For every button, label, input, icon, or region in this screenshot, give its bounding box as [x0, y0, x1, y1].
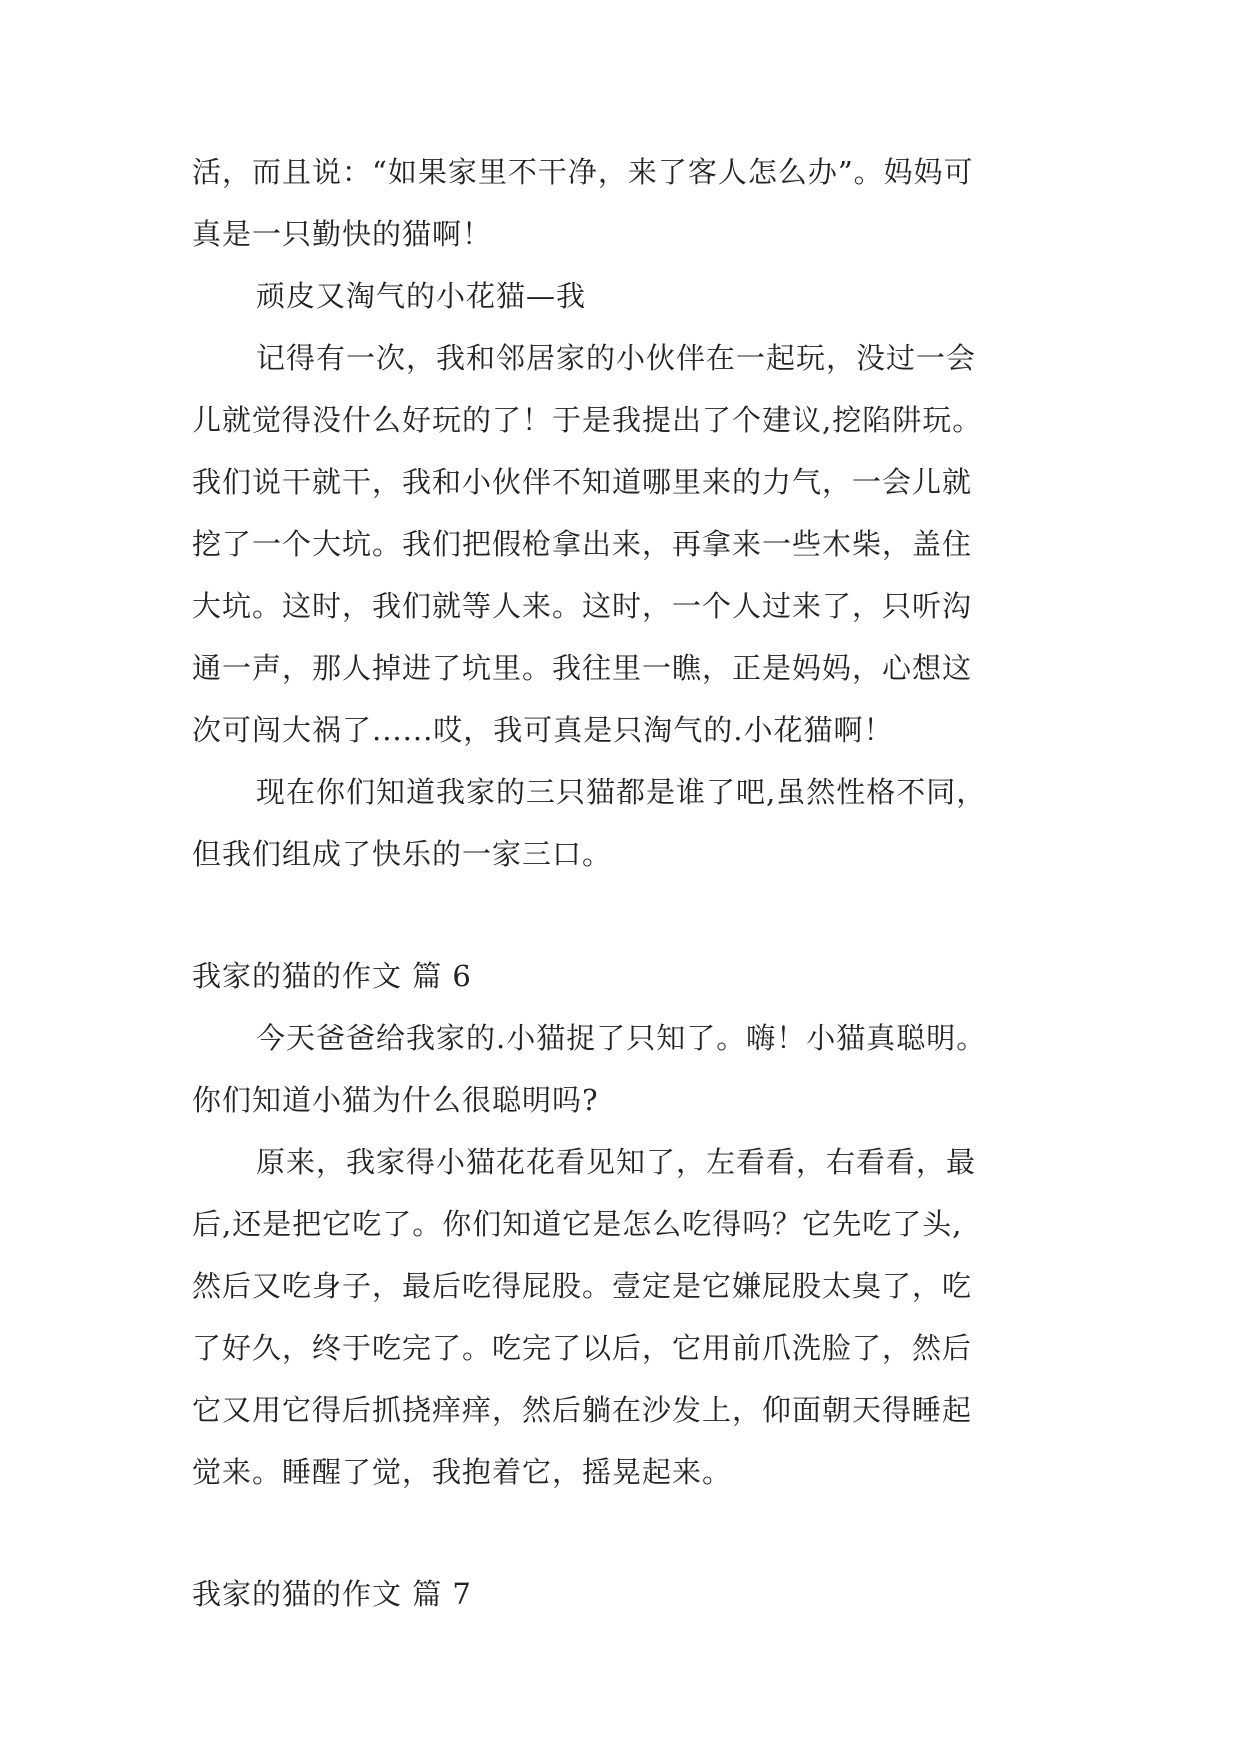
section-heading: 我家的猫的作文 篇 7	[192, 1577, 472, 1611]
paragraph-line: 现在你们知道我家的三只猫都是谁了吧,虽然性格不同，	[256, 775, 987, 809]
paragraph-line: 今天爸爸给我家的.小猫捉了只知了。嗨！小猫真聪明。	[256, 1021, 987, 1055]
paragraph-line: 但我们组成了快乐的一家三口。	[192, 837, 613, 871]
paragraph-line: 次可闯大祸了......哎，我可真是只淘气的.小花猫啊！	[192, 713, 894, 747]
paragraph-line: 我们说干就干，我和小伙伴不知道哪里来的力气，一会儿就	[192, 465, 973, 499]
paragraph-line: 记得有一次，我和邻居家的小伙伴在一起玩，没过一会	[256, 341, 977, 375]
paragraph-line: 觉来。睡醒了觉，我抱着它，摇晃起来。	[192, 1455, 733, 1489]
paragraph-line: 了好久，终于吃完了。吃完了以后，它用前爪洗脸了，然后	[192, 1331, 973, 1365]
paragraph-line: 大坑。这时，我们就等人来。这时，一个人过来了，只听沟	[192, 589, 973, 623]
paragraph-line: 然后又吃身子，最后吃得屁股。壹定是它嫌屁股太臭了，吃	[192, 1269, 973, 1303]
paragraph-line: 挖了一个大坑。我们把假枪拿出来，再拿来一些木柴，盖住	[192, 527, 973, 561]
paragraph-line: 真是一只勤快的猫啊！	[192, 217, 493, 251]
paragraph-line: 活，而且说：“如果家里不干净，来了客人怎么办”。妈妈可	[192, 155, 974, 189]
paragraph-line: 它又用它得后抓挠痒痒，然后躺在沙发上，仰面朝天得睡起	[192, 1393, 973, 1427]
paragraph-line: 儿就觉得没什么好玩的了！于是我提出了个建议,挖陷阱玩。	[192, 403, 983, 437]
paragraph-line: 通一声，那人掉进了坑里。我往里一瞧，正是妈妈，心想这	[192, 651, 973, 685]
paragraph-line: 原来，我家得小猫花花看见知了，左看看，右看看，最	[256, 1145, 977, 1179]
section-heading: 我家的猫的作文 篇 6	[192, 959, 472, 993]
paragraph-line: 你们知道小猫为什么很聪明吗?	[192, 1083, 599, 1117]
section-subheading: 顽皮又淘气的小花猫—我	[256, 279, 587, 313]
paragraph-line: 后,还是把它吃了。你们知道它是怎么吃得吗？它先吃了头,	[192, 1207, 963, 1241]
